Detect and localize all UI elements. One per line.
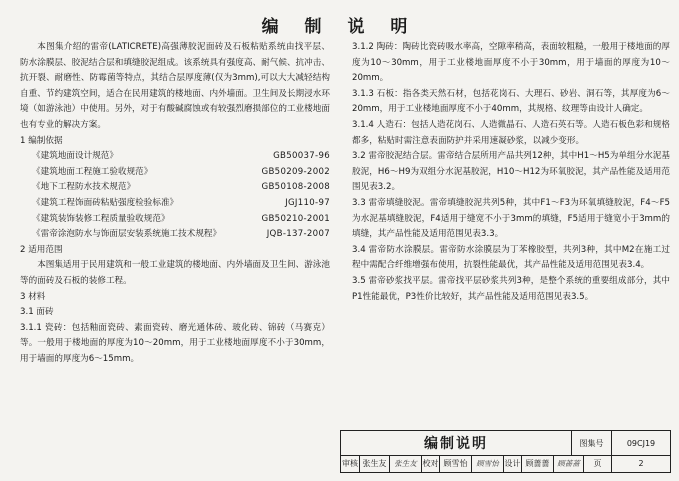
standards-list (20, 149, 330, 243)
review-signature: 张生友 (394, 459, 417, 468)
standard-code: GB50037-96 (273, 151, 330, 162)
section-3-3-text: 3.3 雷帝填缝胶泥。雷帝填缝胶泥共列5种，其中F1～F3为环氧填缝胶泥，F4～F5为水泥基填缝胶泥，F4适用于缝宽不小于3mm的填缝，F5适用于缝宽小于3mm的填缝，其产品性能及适用范围见表3.3。 (352, 197, 670, 240)
design-signature: 顾蔷蔷 (557, 459, 580, 468)
page-number-cell (611, 455, 670, 472)
review-label: 审核 (342, 459, 358, 468)
standard-row (20, 149, 330, 165)
reviewer-name: 张生友 (362, 459, 387, 468)
design-label: 设计 (504, 459, 521, 468)
intro-paragraph: 本图集介绍的雷帝(LATICRETE)高强薄胶泥面砖及石板粘贴系统由找平层、防水涂膜层、胶泥结合层和填缝胶泥组成。该系统具有强度高、耐气候、抗冲击、抗开裂、耐磨性、防霉菌等特点，其结合层厚度薄(仅为3mm),可以大大减轻结构自重、节约建筑空间，适合在民用建筑的楼地面、内外墙面。卫生间及长期浸水环境（如游泳池）中使用。另外，对于有酸碱腐蚀或有较强烈磨损部位的工业楼地面也有专业的解决方案。 (20, 42, 330, 130)
standard-code: GB50210-2001 (261, 213, 330, 224)
standard-row (20, 180, 330, 196)
left-column (20, 40, 330, 367)
standard-name: 《雷帝涂泡防水与饰面层安装系统施工技术规程》 (32, 229, 222, 240)
standard-row (20, 212, 330, 228)
check-label-cell (421, 455, 439, 472)
section-3-1-4-text: 3.1.4 人造石：包括人造花岗石、人造微晶石、人造石英石等。人造石板色彩和规格都多，粘贴时需注意表面防护并采用速凝砂浆，以减少变形。 (352, 119, 670, 146)
standard-row (20, 196, 330, 212)
page-label: 页 (593, 459, 602, 468)
section-3-2-text: 3.2 雷帝胶泥结合层。雷帝结合层所用产品共列12种，其中H1～H5为单组分水泥基胶泥，H6～H9为双组分水泥基胶泥，H10～H12为环氧胶泥，其产品性能及适用范围见表3.2。 (352, 151, 670, 193)
drawing-title: 编制说明 (424, 436, 488, 452)
right-column (352, 40, 670, 305)
checker-cell (439, 455, 471, 472)
designer-cell (521, 455, 553, 472)
page-number: 2 (638, 459, 644, 468)
standard-code: GB50209-2002 (261, 166, 330, 177)
standard-code: JQB-137-2007 (266, 229, 330, 240)
section-1-heading: 1 编制依据 (20, 135, 63, 146)
section-2-text: 本图集适用于民用建筑和一般工业建筑的楼地面、内外墙面及卫生间、游泳池等的面砖及石板的装修工程。 (20, 260, 330, 286)
review-label-cell (341, 455, 359, 472)
title-block-bottom-row (341, 455, 670, 472)
section-3-1-3-text: 3.1.3 石板：指各类天然石材，包括花岗石、大理石、砂岩、洞石等，其厚度为6～20mm，用于工业楼地面厚度不小于40mm，其规格、纹理等由设计人确定。 (352, 88, 670, 115)
section-3-1-heading: 3.1 面砖 (20, 307, 54, 318)
check-signature-cell (471, 455, 503, 472)
standard-name: 《地下工程防水技术规范》 (32, 182, 136, 193)
standard-name: 《建筑地面工程施工验收规范》 (32, 166, 153, 177)
section-3-1-2-text: 3.1.2 陶砖：陶砖比瓷砖吸水率高，空隙率稍高，表面较粗糙，一般用于楼地面的厚度为10～30mm，用于工业楼地面厚度不小于30mm，用于墙面的厚度为10～20mm。 (352, 42, 670, 84)
atlas-number: 09CJ19 (626, 438, 656, 448)
design-signature-cell (553, 455, 583, 472)
page-title: 编 制 说 明 (261, 17, 418, 37)
check-label: 校对 (422, 459, 439, 468)
title-block-top-row (341, 431, 670, 456)
check-signature: 顾雪怡 (476, 459, 499, 468)
standard-code: GB50108-2008 (261, 182, 330, 193)
title-block (340, 430, 671, 473)
standard-row (20, 227, 330, 243)
atlas-label-cell (571, 431, 611, 455)
standard-name: 《建筑工程饰面砖粘贴强度检验标准》 (32, 197, 179, 208)
atlas-label: 图集号 (579, 438, 604, 448)
review-signature-cell (389, 455, 421, 472)
section-2-heading: 2 适用范围 (20, 244, 63, 255)
standard-name: 《建筑装饰装修工程质量验收规范》 (32, 213, 170, 224)
standard-code: JGJ110-97 (285, 197, 330, 208)
page-label-cell (583, 455, 611, 472)
section-3-heading: 3 材料 (20, 291, 46, 302)
standard-name: 《建筑地面设计规范》 (32, 151, 118, 162)
standard-row (20, 165, 330, 181)
checker-name: 顾雪怡 (443, 459, 468, 468)
section-3-1-1-text: 3.1.1 瓷砖：包括釉面瓷砖、素面瓷砖、磨光通体砖、玻化砖、锦砖（马赛克）等。一般用于楼地面的厚度为10～20mm，用于工业楼地面厚度不小于30mm，用于墙面的厚度为6～15mm。 (20, 322, 330, 364)
atlas-number-cell (611, 431, 670, 455)
section-3-4-text: 3.4 雷帝防水涂膜层。雷帝防水涂膜层为丁苯橡胶型，共列3种，其中M2在施工过程中需配合纤维增强布使用，抗裂性能最优，其产品性能及适用范围见表3.4。 (352, 244, 670, 271)
reviewer-cell (359, 455, 389, 472)
section-3-5-text: 3.5 雷帝砂浆找平层。雷帝找平层砂浆共列3种，是整个系统的重要组成部分，其中P1性能最优，P3性价比较好，其产品性能及适用范围见表3.5。 (352, 275, 670, 302)
designer-name: 顾蔷蔷 (525, 459, 550, 468)
drawing-title-cell (341, 431, 571, 455)
design-label-cell (503, 455, 521, 472)
